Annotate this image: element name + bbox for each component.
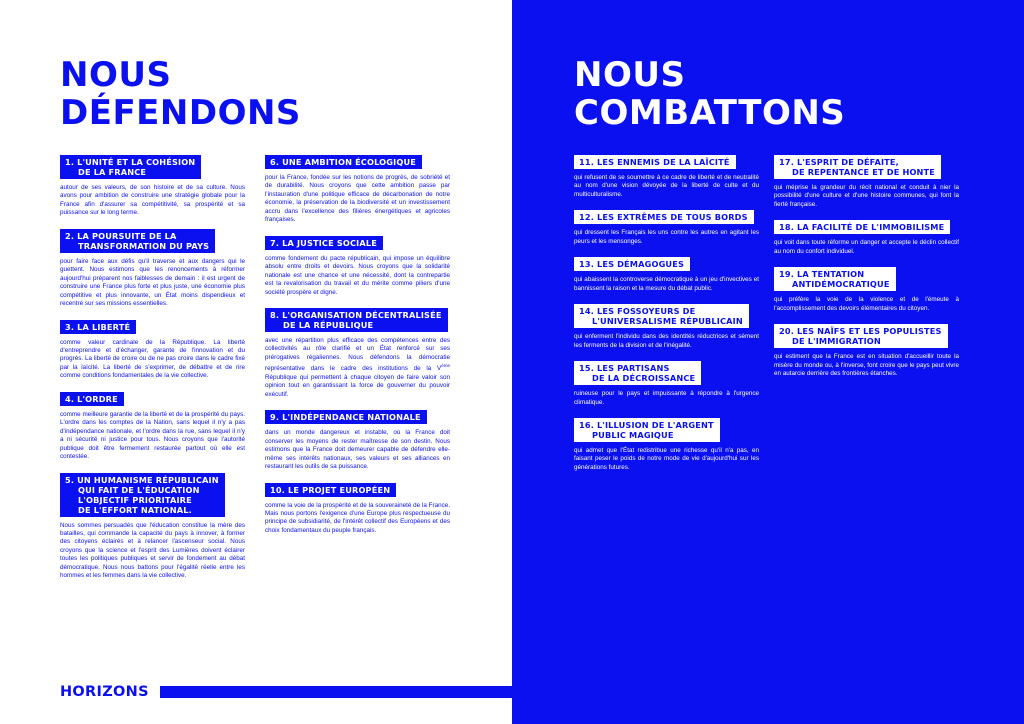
point-18-text: qui voit dans toute réforme un danger et accepte le déclin collectif au nom du confort individuel. <box>774 239 959 255</box>
point-7-text: comme fondement du pacte républicain, qui impose un équilibre absolu entre droits et devoirs. Nous croyons que la solidarité nationale est une chance et une nécessité, dont la contrepartie est la revalorisation du travail et du mérite comme piliers d'une société prospère et digne. <box>265 254 450 296</box>
point-1-heading <box>60 155 201 179</box>
point-13 <box>574 257 759 293</box>
point-5-heading-line4: DE L'EFFORT NATIONAL. <box>78 504 192 515</box>
point-17 <box>774 155 959 209</box>
point-17-heading <box>774 155 941 179</box>
point-4-heading <box>60 392 124 406</box>
point-11-heading-line1: 11. LES ENNEMIS DE LA LAÏCITÉ <box>579 157 730 167</box>
point-16-heading <box>574 418 720 442</box>
point-8-text <box>265 337 450 399</box>
point-20-heading-line1: 20. LES NAÏFS ET LES POPULISTES <box>779 326 942 337</box>
point-20-heading <box>774 324 948 348</box>
point-1-heading-line1: 1. L'UNITÉ ET LA COHÉSION <box>65 157 196 167</box>
point-10-heading <box>265 483 396 497</box>
point-1 <box>60 155 245 218</box>
combattons-title <box>574 56 845 132</box>
point-8-heading <box>265 308 448 332</box>
combattons-title-line1: NOUS <box>574 55 686 95</box>
point-6 <box>265 155 450 225</box>
point-8-heading-line1: 8. L'ORGANISATION DÉCENTRALISÉE <box>270 309 442 320</box>
point-13-heading <box>574 257 690 271</box>
point-5-text: Nous sommes persuadés que l'éducation constitue la mère des batailles, qui commande la capacité du pays à innover, à former des citoyens éclairés et à relancer l'ascenseur social. Nous croyons que la science et l'esprit des Lumières doivent éclairer toutes les politiques publiques et servir de fondement au débat démocratique. Nous nous battons pour l'égalité réelle entre les hommes et les femmes dans la vie collective. <box>60 521 245 580</box>
point-12-heading <box>574 210 754 224</box>
point-8-text-part1: avec une répartition plus efficace des compétences entre des collectivités au rôle clarifié et un État renforcé sur ses prérogatives régaliennes. Nous défendons la démocratie représentative dans le cadre des institutions de la V <box>265 336 450 373</box>
point-14 <box>574 304 759 350</box>
point-7-heading-line1: 7. LA JUSTICE SOCIALE <box>270 237 377 248</box>
point-9 <box>265 410 450 471</box>
point-8-heading-line2: DE LA RÉPUBLIQUE <box>283 319 374 330</box>
point-18-heading <box>774 220 950 234</box>
point-5-heading-line1: 5. UN HUMANISME RÉPUBLICAIN <box>65 474 219 485</box>
point-2-heading-line1: 2. LA POURSUITE DE LA <box>65 230 177 241</box>
point-1-heading-line2: DE LA FRANCE <box>78 167 147 177</box>
point-10-text: comme la voie de la prospérité et de la souveraineté de la France. Mais nous portons l'exigence d'une Europe plus respectueuse du principe de subsidiarité, de l'intérêt collectif des Européens et des choix fondamentaux du peuple français. <box>265 501 450 534</box>
point-1-text: autour de ses valeurs, de son histoire et de sa culture. Nous avons pour ambition de construire une stratégie globale pour la France afin d'assurer sa compétitivité, sa prospérité et sa puissance sur le long terme. <box>60 184 245 217</box>
point-7-heading <box>265 236 383 250</box>
defendons-title-line1: NOUS <box>60 55 172 95</box>
point-17-heading-line2: DE REPENTANCE ET DE HONTE <box>792 167 936 177</box>
point-5-heading-line2: QUI FAIT DE L'ÉDUCATION <box>78 484 200 495</box>
point-6-text: pour la France, fondée sur les notions de progrès, de sobriété et de durabilité. Nous croyons que cette ambition passe par l'instauration d'une politique efficace de décarbonation de notre économie, la préservation de la biodiversité et un investissement accru dans l'excellence des filières énergétiques et agricoles françaises. <box>265 174 450 224</box>
point-3-text: comme valeur cardinale de la République. La liberté d'entreprendre et d'échanger, garante de l'innovation et du progrès. La liberté de croire ou de ne pas croire dans le cadre fixé par la laïcité. La liberté de s'exprimer, de débattre et de rire comme conditions fondamentales de la vie collective. <box>60 338 245 380</box>
point-10 <box>265 483 450 536</box>
footer-bar <box>160 686 512 698</box>
point-20-text: qui estiment que la France est en situation d'accueillir toute la misère du monde ou, à l'inverse, font croire que le pays peut vivre en autarcie derrière des frontières étanches. <box>774 353 959 378</box>
point-16 <box>574 418 759 472</box>
defendons-column-1 <box>60 155 245 592</box>
point-4-heading-line1: 4. L'ORDRE <box>65 393 118 404</box>
point-8 <box>265 308 450 399</box>
point-19 <box>774 267 959 313</box>
combattons-panel <box>512 0 1024 724</box>
point-19-heading <box>774 267 896 291</box>
point-14-heading <box>574 304 749 328</box>
point-5-heading <box>60 473 225 517</box>
point-6-heading-line1: 6. UNE AMBITION ÉCOLOGIQUE <box>270 157 416 167</box>
point-15-heading <box>574 361 701 385</box>
point-11-text: qui refusent de se soumettre à ce cadre de liberté et de neutralité au nom d'une vision dévoyée de la liberté de culte et du multiculturalisme. <box>574 174 759 198</box>
point-14-heading-line2: L'UNIVERSALISME RÉPUBLICAIN <box>592 316 743 327</box>
point-15-heading-line2: DE LA DÉCROISSANCE <box>592 373 696 384</box>
point-13-heading-line1: 13. LES DÉMAGOGUES <box>579 259 685 270</box>
point-4-text: comme meilleure garantie de la liberté et de la prospérité du pays. L'ordre dans les comptes de la Nation, sans lequel il n'y a pas d'indépendance nationale, et l'ordre dans la rue, sans lequel il n'y a ni sécurité ni justice pour tous. Nous croyons que l'autorité publique doit être fermement restaurée partout où elle est contestée. <box>60 410 245 461</box>
defendons-title-line2: DÉFENDONS <box>60 93 301 133</box>
point-14-heading-line1: 14. LES FOSSOYEURS DE <box>579 306 696 317</box>
point-16-text: qui admet que l'État redistribue une richesse qu'il n'a pas, en faisant peser le poids de notre mode de vie d'aujourd'hui sur les générations futures. <box>574 446 759 471</box>
point-20 <box>774 324 959 378</box>
point-16-heading-line2: PUBLIC MAGIQUE <box>592 429 674 440</box>
horizons-logo: HORIZONS <box>60 684 149 700</box>
point-6-heading <box>265 155 422 169</box>
point-3-heading <box>60 320 136 334</box>
point-5 <box>60 473 245 581</box>
point-15 <box>574 361 759 407</box>
point-5-heading-line3: L'OBJECTIF PRIORITAIRE <box>78 494 192 505</box>
point-19-heading-line2: ANTIDÉMOCRATIQUE <box>792 279 890 290</box>
point-19-text: qui préfère la voie de la violence et de l'émeute à l'accomplissement des devoirs élémentaires du citoyen. <box>774 296 959 312</box>
point-8-text-superscript: ème <box>441 363 450 369</box>
point-15-text: ruineuse pour le pays et impuissante à répondre à l'urgence climatique. <box>574 390 759 406</box>
defendons-column-2 <box>265 155 450 546</box>
point-11 <box>574 155 759 199</box>
point-9-text: dans un monde dangereux et instable, où la France doit conserver les moyens de rester maîtresse de son destin. Nous estimons que la France doit demeurer capable de défendre elle-même ses intérêts nationaux, ses valeurs et ses alliances en restaurant les outils de sa puissance. <box>265 429 450 471</box>
point-14-text: qui enferment l'individu dans des identités réductrices et sèment les ferments de la division et de l'inégalité. <box>574 333 759 349</box>
point-16-heading-line1: 16. L'ILLUSION DE L'ARGENT <box>579 419 714 430</box>
point-17-heading-line1: 17. L'ESPRIT DE DÉFAITE, <box>779 157 899 167</box>
point-17-text: qui méprise la grandeur du récit national et conduit à nier la possibilité d'une culture et d'une histoire communes, qui font la fierté française. <box>774 184 959 208</box>
point-2-text: pour faire face aux défis qu'il traverse et aux dangers qui le guettent. Nous estimons que les renoncements à réformer aujourd'hui préparent nos faiblesses de demain : il est urgent de construire une France plus forte et plus juste, une économie plus compétitive et plus innovante, un État moins dispendieux et recentré sur ses missions essentielles. <box>60 257 245 308</box>
combattons-title-line2: COMBATTONS <box>574 93 846 133</box>
point-9-heading-line1: 9. L'INDÉPENDANCE NATIONALE <box>270 412 421 423</box>
point-8-text-part2: République qui permettent à chaque citoyen de faire valoir son opinion tout en garantissant la force de gouverner du pouvoir exécutif. <box>265 373 450 398</box>
point-15-heading-line1: 15. LES PARTISANS <box>579 363 670 374</box>
point-12 <box>574 210 759 246</box>
point-2-heading <box>60 229 215 253</box>
point-11-heading <box>574 155 736 169</box>
combattons-column-2 <box>774 155 959 390</box>
defendons-title <box>60 56 301 132</box>
point-3-heading-line1: 3. LA LIBERTÉ <box>65 321 131 332</box>
point-18 <box>774 220 959 256</box>
point-9-heading <box>265 410 427 424</box>
point-3 <box>60 320 245 381</box>
point-19-heading-line1: 19. LA TENTATION <box>779 269 865 280</box>
point-10-heading-line1: 10. LE PROJET EUROPÉEN <box>270 484 391 495</box>
point-12-text: qui dressent les Français les uns contre les autres en agitant les peurs et les mensonges. <box>574 229 759 245</box>
point-13-text: qui abaissent la controverse démocratique à un jeu d'invectives et bannissent la raison et la mesure du débat public. <box>574 276 759 292</box>
point-18-heading-line1: 18. LA FACILITÉ DE L'IMMOBILISME <box>779 222 945 233</box>
combattons-column-1 <box>574 155 759 483</box>
point-2-heading-line2: TRANSFORMATION DU PAYS <box>78 240 210 251</box>
point-4 <box>60 392 245 462</box>
point-20-heading-line2: DE L'IMMIGRATION <box>792 336 881 347</box>
point-12-heading-line1: 12. LES EXTRÊMES DE TOUS BORDS <box>579 212 748 223</box>
point-2 <box>60 229 245 309</box>
point-7 <box>265 236 450 297</box>
